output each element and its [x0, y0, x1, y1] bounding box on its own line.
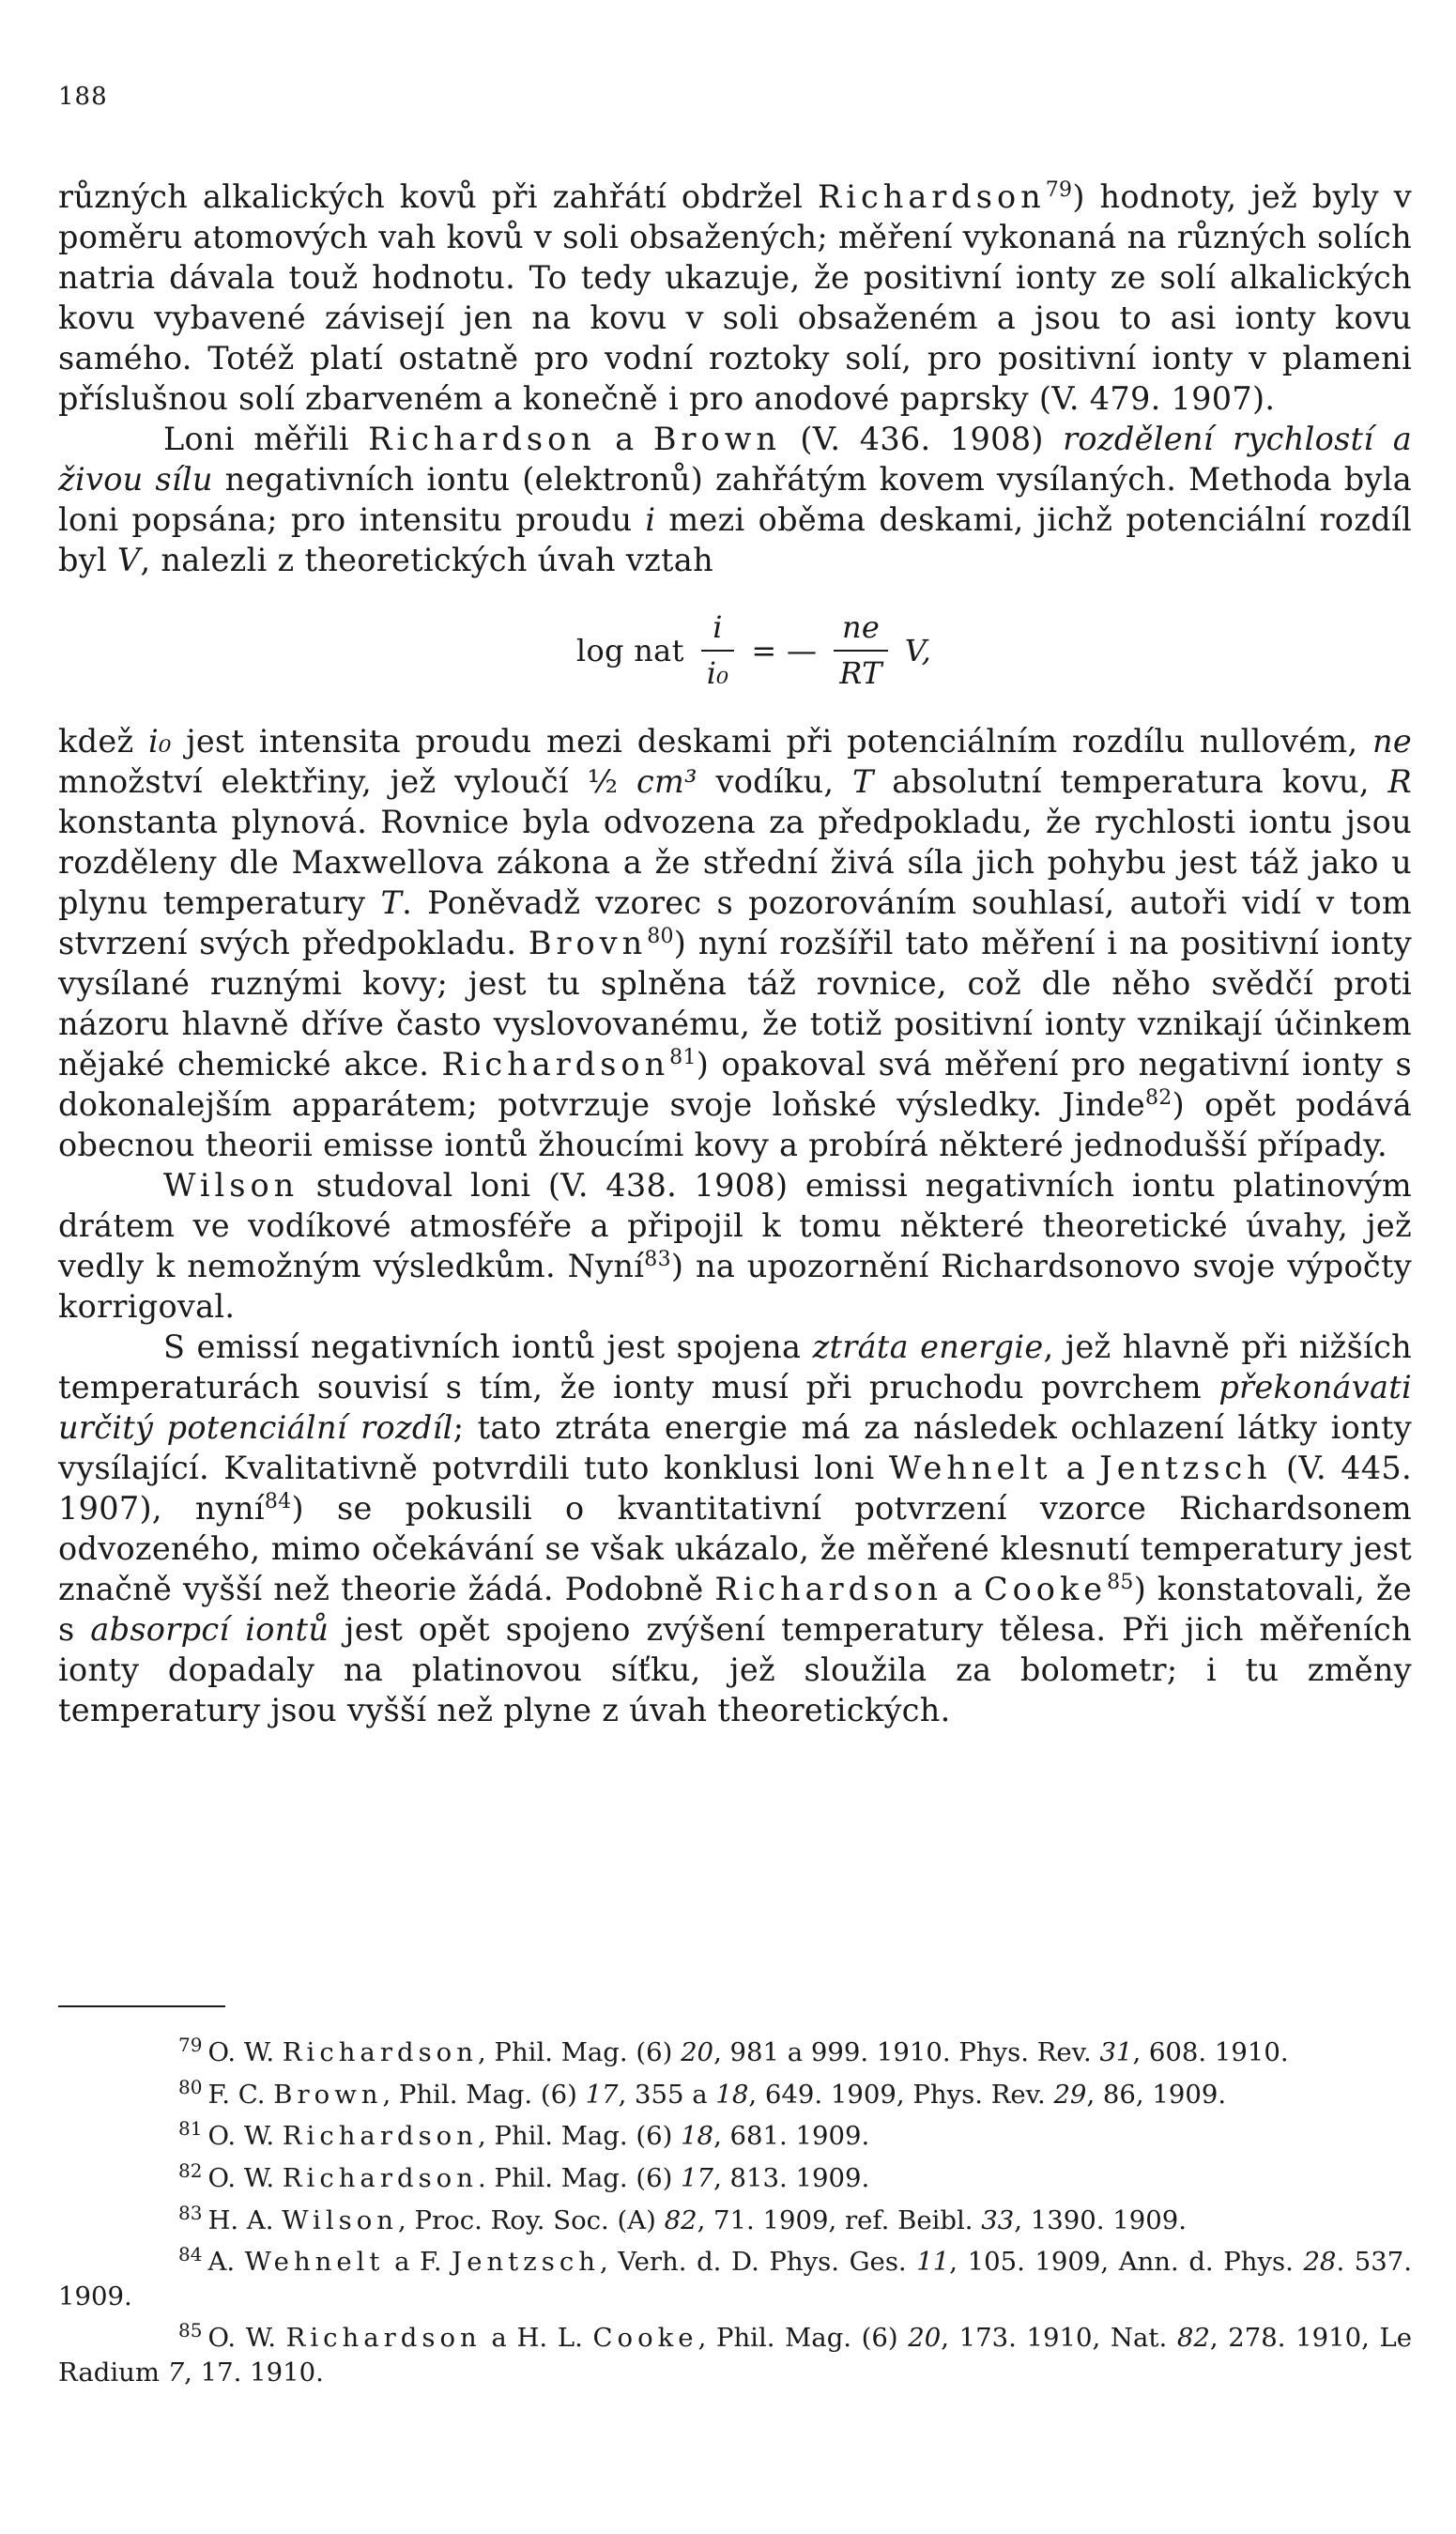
text: (V. 436. 1908): [780, 421, 1064, 457]
text: Loni měřili: [163, 421, 369, 457]
paragraph-4: [58, 1165, 1412, 1327]
author-name: Wehnelt: [888, 1450, 1052, 1486]
text: , jež hlavně při nižších temperaturách souvisí s tím, že ionty musí při pruchodu povrchem: [58, 1328, 1413, 1405]
volume: 82: [1176, 2323, 1210, 2354]
footnote-ref: 79: [1045, 177, 1073, 202]
footnote-79: [58, 2028, 1412, 2070]
footnotes: [58, 2028, 1412, 2390]
equation-lhs: log nat: [575, 632, 684, 668]
author-name: Richardson: [285, 2323, 482, 2354]
text: ) na upozornění Richardsonovo svoje výpočty korrigoval.: [58, 1248, 1412, 1325]
italic-text: rozdělení rychlostí a živou sílu: [58, 421, 1412, 498]
volume: 82: [664, 2204, 697, 2235]
text: , 981 a 999. 1910. Phys. Rev.: [713, 2037, 1100, 2068]
text: ) konstatovali, že s: [58, 1571, 1412, 1648]
author-name: Cooke: [983, 1571, 1108, 1607]
text: , 278. 1910, Le Radium: [58, 2323, 1412, 2388]
text: , Phil. Mag. (6): [477, 2037, 682, 2068]
author-name: Richardson: [714, 1571, 943, 1607]
text: , Phil. Mag. (6): [382, 2079, 586, 2110]
fraction-denominator: i₀: [701, 650, 735, 694]
page-number: 188: [58, 83, 108, 111]
footnote-ref: 84: [264, 1489, 292, 1513]
italic-text: i: [645, 501, 656, 538]
text: , 17. 1910.: [184, 2357, 324, 2388]
italic-text: ne: [1372, 723, 1412, 760]
text: a: [943, 1571, 984, 1607]
volume: 31: [1099, 2037, 1133, 2068]
text: a: [595, 421, 653, 457]
text: různých alkalických kovů při zahřátí obdržel: [58, 178, 819, 215]
text: mezi oběma deskami, jichž potenciální rozdíl byl: [58, 501, 1413, 578]
volume: 20: [681, 2037, 714, 2068]
text: vodíku,: [697, 763, 852, 800]
author-name: Brown: [273, 2079, 383, 2110]
text: A.: [207, 2247, 245, 2278]
text: , 86, 1909.: [1086, 2079, 1227, 2110]
text: ; tato ztráta energie má za následek ochlazení látky ionty vysílající. Kvalitativně potvrdili tuto konklusi loni: [58, 1409, 1412, 1486]
footnote-85: [58, 2313, 1412, 2389]
footnote-number: 82: [178, 2158, 203, 2182]
text: F. C.: [207, 2079, 274, 2110]
volume: 29: [1053, 2079, 1087, 2110]
text: O. W.: [207, 2037, 283, 2068]
italic-text: ztráta energie: [812, 1328, 1044, 1365]
text: ) hodnoty, jež byly v poměru atomových vah kovů v soli obsažených; měření vykonaná na různých solích natria dávala touž hodnotu. To tedy ukazuje, že positivní ionty ze solí alkalických kovu vybavené závisejí jen na kovu v soli obsaženém a jsou to asi ionty kovu samého. Totéž platí ostatně pro vodní roztoky solí, pro positivní ionty v plameni příslušnou solí zbarveném a konečně i pro anodové paprsky (V. 479. 1907).: [58, 178, 1412, 417]
volume: 33: [981, 2204, 1015, 2235]
text: ) nyní rozšířil tato měření i na positivní ionty vysílané ruznými kovy; jest tu splněna táž rovnice, což dle něho svědčí proti názoru hlavně dříve často vyslovovanému, že totiž positivní ionty vznikají účinkem nějaké chemické akce.: [58, 925, 1412, 1083]
italic-text: absorpcí iontů: [90, 1611, 330, 1648]
text: . Phil. Mag. (6): [477, 2163, 682, 2194]
text: absolutní temperatura kovu,: [873, 763, 1388, 800]
text: a: [1051, 1450, 1100, 1486]
volume: 17: [585, 2079, 619, 2110]
author-name: Cooke: [592, 2323, 698, 2354]
footnote-82: [58, 2154, 1412, 2196]
text: jest intensita proudu mezi deskami při potenciálním rozdílu nullovém,: [171, 723, 1372, 760]
text: , Proc. Roy. Soc. (A): [398, 2204, 665, 2235]
footnote-ref: 85: [1107, 1570, 1134, 1594]
text: a H. L.: [481, 2323, 593, 2354]
text: , 71. 1909, ref. Beibl.: [697, 2204, 982, 2235]
equation-rhs: V,: [904, 632, 932, 668]
author-name: Wilson: [163, 1167, 299, 1204]
footnote-number: 80: [178, 2075, 203, 2098]
fraction-numerator: ne: [841, 609, 881, 645]
text: , 681. 1909.: [713, 2121, 870, 2152]
author-name: Richardson: [818, 178, 1046, 215]
volume: 20: [908, 2323, 942, 2354]
text: kdež: [58, 723, 148, 760]
text: , nalezli z theoretických úvah vztah: [140, 542, 713, 578]
text: , Verh. d. D. Phys. Ges.: [599, 2247, 917, 2278]
author-name: Richardson: [282, 2121, 478, 2152]
footnote-divider: [58, 2005, 225, 2007]
text: ) opakoval svá měření pro negativní ionty s dokonalejším apparátem; potvrzuje svoje loňské výsledky. Jinde: [58, 1046, 1413, 1123]
text: , 608. 1910.: [1132, 2037, 1289, 2068]
footnote-80: [58, 2070, 1412, 2112]
text: negativních iontu (elektronů) zahřátým kovem vysílaných. Methoda byla loni popsána; pro intensitu proudu: [58, 461, 1412, 538]
author-name: Richardson: [282, 2037, 478, 2068]
italic-text: T: [380, 884, 403, 921]
author-name: Wehnelt: [244, 2247, 385, 2278]
paragraph-1: [58, 177, 1412, 419]
text: , 355 a: [618, 2079, 716, 2110]
volume: 18: [715, 2079, 749, 2110]
text: , Phil. Mag. (6): [697, 2323, 909, 2354]
author-name: Wilson: [282, 2204, 399, 2235]
author-name: Jentzsch: [452, 2247, 600, 2278]
equation-fraction-1: [701, 607, 735, 694]
footnote-ref: 81: [669, 1045, 697, 1069]
italic-text: překonávati určitý potenciální rozdíl: [58, 1369, 1412, 1446]
volume: 28: [1303, 2247, 1337, 2278]
italic-text: cm³: [636, 763, 697, 800]
text: . Poněvadž vzorec s pozorováním souhlasí, autoři vidí v tom stvrzení svých předpokladu.: [58, 884, 1412, 961]
footnote-number: 81: [178, 2117, 203, 2141]
italic-text: i₀: [147, 723, 172, 760]
body-text: [58, 177, 1412, 1730]
text: ) se pokusili o kvantitativní potvrzení vzorce Richardsonem odvozeného, mimo očekávání se však ukázalo, že měřené klesnutí temperatury jest značně vyšší než theorie žádá. Podobně: [58, 1490, 1413, 1607]
equation: [96, 580, 1412, 721]
text: , 1390. 1909.: [1014, 2204, 1187, 2235]
text: S emissí negativních iontů jest spojena: [163, 1328, 813, 1365]
text: H. A.: [207, 2204, 283, 2235]
text: , 649. 1909, Phys. Rev.: [748, 2079, 1054, 2110]
italic-text: V: [116, 542, 141, 578]
footnote-number: 83: [178, 2201, 203, 2224]
paragraph-5: [58, 1327, 1412, 1730]
text: konstanta plynová. Rovnice byla odvozena za předpokladu, že rychlosti iontu jsou rozděleny dle Maxwellova zákona a že střední živá síla jich pohybu jest táž jako u plynu temperatury: [58, 804, 1412, 921]
paragraph-3: [58, 721, 1412, 1165]
text: . 537. 1909.: [58, 2247, 1412, 2311]
author-name: Brovn: [528, 925, 648, 961]
author-name: Richardson: [441, 1046, 670, 1083]
text: , 173. 1910, Nat.: [941, 2323, 1177, 2354]
text: , 813. 1909.: [713, 2163, 870, 2194]
footnote-83: [58, 2196, 1412, 2238]
footnote-number: 85: [178, 2319, 203, 2342]
footnote-ref: 82: [1144, 1085, 1172, 1110]
footnote-ref: 83: [644, 1247, 671, 1271]
author-name: Jentzsch: [1099, 1450, 1272, 1486]
footnote-number: 84: [178, 2243, 203, 2266]
footnote-84: [58, 2237, 1412, 2313]
text: (V. 445. 1907), nyní: [58, 1450, 1412, 1527]
equation-fraction-2: [834, 607, 887, 694]
text: O. W.: [207, 2323, 286, 2354]
volume: 18: [681, 2121, 714, 2152]
text: O. W.: [207, 2163, 283, 2194]
text: , 105. 1909, Ann. d. Phys.: [949, 2247, 1304, 2278]
text: O. W.: [207, 2121, 283, 2152]
footnote-ref: 80: [647, 924, 674, 948]
footnote-number: 79: [178, 2034, 203, 2056]
equation-equals: = —: [751, 632, 818, 668]
text: množství elektřiny, jež vyloučí ½: [58, 763, 636, 800]
volume: 7: [167, 2357, 185, 2388]
author-name: Richardson: [368, 421, 596, 457]
author-name: Richardson: [282, 2163, 478, 2194]
text: studoval loni (V. 438. 1908) emissi negativních iontu platinovým drátem ve vodíkové atmosféře a připojil k tomu některé theoretické úvahy, jež vedly k nemožným výsledkům. Nyní: [58, 1167, 1412, 1284]
italic-text: R: [1387, 763, 1412, 800]
volume: 17: [681, 2163, 714, 2194]
footnote-81: [58, 2112, 1412, 2154]
volume: 11: [916, 2247, 950, 2278]
italic-text: T: [851, 763, 874, 800]
author-name: Brown: [652, 421, 781, 457]
text: a F.: [384, 2247, 452, 2278]
text: jest opět spojeno zvýšení temperatury tělesa. Při jich měřeních ionty dopadaly na platinovou síťku, jež sloužila za bolometr; i tu změny temperatury jsou vyšší než plyne z úvah theoretických.: [58, 1611, 1412, 1728]
fraction-denominator: RT: [834, 650, 887, 694]
paragraph-2: [58, 419, 1412, 580]
fraction-numerator: i: [713, 609, 723, 645]
text: ) opět podává obecnou theorii emisse iontů žhoucími kovy a probírá některé jednodušší případy.: [58, 1086, 1412, 1163]
text: , Phil. Mag. (6): [477, 2121, 682, 2152]
